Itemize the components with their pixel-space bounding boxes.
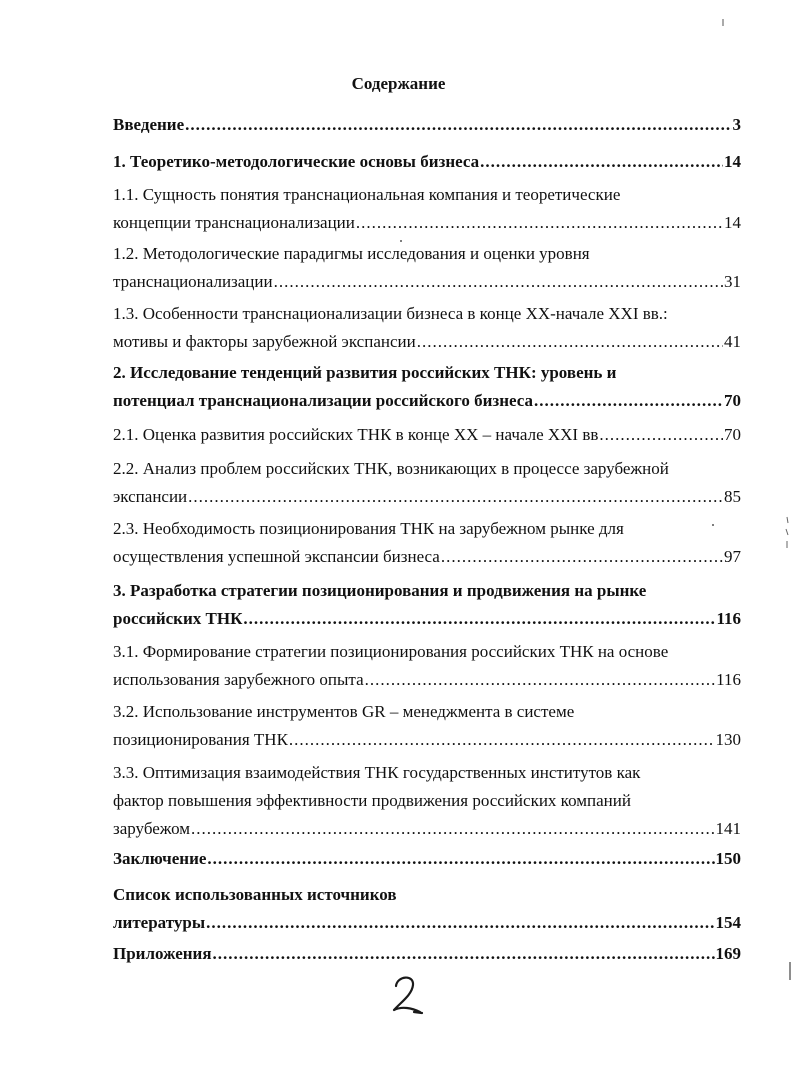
toc-leader-dots <box>206 912 714 933</box>
toc-entry-last-line <box>113 212 741 233</box>
toc-entry <box>113 848 741 869</box>
toc-entry-line: 2.3. Необходимость позиционирования ТНК на зарубежном рынке для <box>113 519 624 538</box>
toc-entry-last-line <box>113 943 741 964</box>
toc-leader-dots <box>441 546 723 567</box>
toc-entry <box>113 458 741 507</box>
toc-page-number: 169 <box>715 944 741 963</box>
toc-entry <box>113 303 741 352</box>
toc-entry-line: 3.2. Использование инструментов GR – менеджмента в системе <box>113 702 575 721</box>
toc-entry <box>113 580 741 629</box>
toc-entry-line: фактор повышения эффективности продвижения российских компаний <box>113 791 631 810</box>
toc-leader-dots <box>356 212 723 233</box>
toc-entry-line: 3.3. Оптимизация взаимодействия ТНК государственных институтов как <box>113 763 641 782</box>
toc-entry-last-line <box>113 151 741 172</box>
toc-entry <box>113 114 741 135</box>
scan-mark <box>710 522 716 528</box>
toc-leader-dots <box>185 114 731 135</box>
toc-entry <box>113 518 741 567</box>
scan-mark <box>782 515 792 551</box>
toc-entry-line: 3. Разработка стратегии позиционирования и продвижения на рынке <box>113 581 647 600</box>
toc-leader-dots <box>207 848 714 869</box>
toc-page-number: 70 <box>724 425 741 444</box>
toc-entry-title: Введение <box>113 115 185 134</box>
toc-entry-title: 2.1. Оценка развития российских ТНК в конце XX – начале XXI вв <box>113 425 599 444</box>
toc-entry <box>113 701 741 750</box>
toc-leader-dots <box>480 151 723 172</box>
toc-page-number: 3 <box>732 115 741 134</box>
toc-entry-line: 3.1. Формирование стратегии позиционирования российских ТНК на основе <box>113 642 669 661</box>
toc-leader-dots <box>289 729 715 750</box>
toc-page-number: 116 <box>716 670 741 689</box>
toc-leader-dots <box>365 669 716 690</box>
toc-page-number: 130 <box>715 730 741 749</box>
toc-entry-last-line <box>113 818 741 839</box>
toc-leader-dots <box>213 943 715 964</box>
toc-entry-title: зарубежом <box>113 819 191 838</box>
handwritten-page-number <box>388 972 428 1018</box>
toc-entry-last-line <box>113 729 741 750</box>
toc-leader-dots <box>188 486 723 507</box>
toc-entry-last-line <box>113 424 741 445</box>
toc-leader-dots <box>274 271 723 292</box>
toc-entry-title: позиционирования ТНК <box>113 730 288 749</box>
toc-entry-last-line <box>113 912 741 933</box>
toc-entry-last-line <box>113 608 741 629</box>
toc-entry-title: Приложения <box>113 944 212 963</box>
toc-entry-title: литературы <box>113 913 206 932</box>
toc-entry-last-line <box>113 114 741 135</box>
toc-entry-last-line <box>113 669 741 690</box>
scan-mark <box>786 960 794 982</box>
toc-page-number: 116 <box>716 609 741 628</box>
toc-entry <box>113 641 741 690</box>
toc-page-number: 141 <box>715 819 741 838</box>
toc-entry-last-line <box>113 390 741 411</box>
scan-mark <box>720 18 726 28</box>
toc-page-number: 97 <box>724 547 741 566</box>
toc-page-number: 70 <box>724 391 741 410</box>
toc-entry-line: 1.1. Сущность понятия транснациональная компания и теоретические <box>113 185 621 204</box>
toc-page-number: 31 <box>724 272 741 291</box>
toc-entry <box>113 943 741 964</box>
toc-entry-title: использования зарубежного опыта <box>113 670 364 689</box>
toc-leader-dots <box>191 818 714 839</box>
toc-page-number: 150 <box>715 849 741 868</box>
toc-page-number: 14 <box>724 152 741 171</box>
toc-entry <box>113 184 741 233</box>
toc-entry-last-line <box>113 331 741 352</box>
toc-entry <box>113 424 741 445</box>
toc-entry-title: осуществления успешной экспансии бизнеса <box>113 547 440 566</box>
toc-entry <box>113 884 741 933</box>
toc-page-number: 14 <box>724 213 741 232</box>
toc-entry <box>113 151 741 172</box>
toc-page-number: 85 <box>724 487 741 506</box>
toc-entry-title: Заключение <box>113 849 207 868</box>
toc-entry <box>113 762 741 839</box>
scan-mark <box>398 238 404 244</box>
page-title: Содержание <box>351 74 446 93</box>
toc-leader-dots <box>534 390 723 411</box>
toc-entry-line: 2.2. Анализ проблем российских ТНК, возникающих в процессе зарубежной <box>113 459 669 478</box>
toc-entry-last-line <box>113 486 741 507</box>
toc-leader-dots <box>243 608 715 629</box>
toc-entry-title: российских ТНК <box>113 609 243 628</box>
toc-entry-last-line <box>113 271 741 292</box>
toc-page-number: 41 <box>724 332 741 351</box>
toc-entry-title: экспансии <box>113 487 188 506</box>
toc-entry-title: мотивы и факторы зарубежной экспансии <box>113 332 416 351</box>
toc-entry-line: Список использованных источников <box>113 885 397 904</box>
toc-entry-title: потенциал транснационализации российского бизнеса <box>113 391 533 410</box>
toc-entry-title: транснационализации <box>113 272 273 291</box>
toc-entry-last-line <box>113 546 741 567</box>
toc-entry <box>113 362 741 411</box>
toc-entry <box>113 243 741 292</box>
toc-page-number: 154 <box>715 913 741 932</box>
toc-entry-last-line <box>113 848 741 869</box>
toc-leader-dots <box>599 424 723 445</box>
toc-entry-title: концепции транснационализации <box>113 213 355 232</box>
toc-entry-title: 1. Теоретико-методологические основы бизнеса <box>113 152 480 171</box>
toc-entry-line: 1.3. Особенности транснационализации бизнеса в конце XX-начале XXI вв.: <box>113 304 668 323</box>
toc-leader-dots <box>417 331 723 352</box>
toc-entry-line: 2. Исследование тенденций развития российских ТНК: уровень и <box>113 363 617 382</box>
toc-entry-line: 1.2. Методологические парадигмы исследования и оценки уровня <box>113 244 590 263</box>
